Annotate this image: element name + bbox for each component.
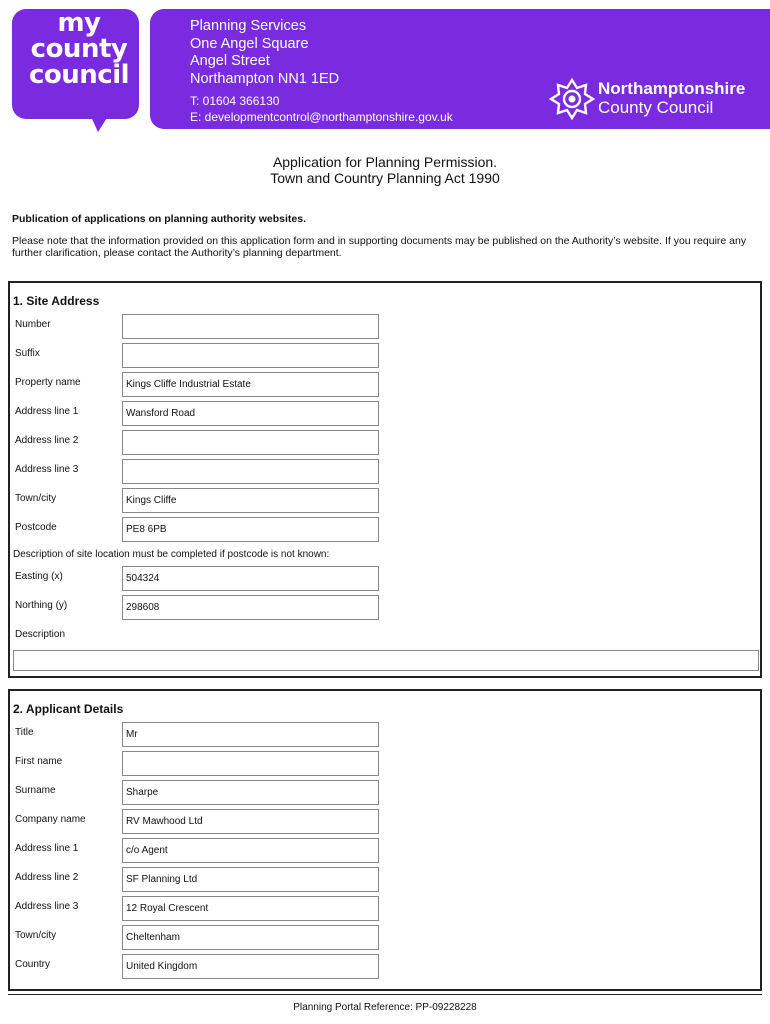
council-name-line-2: County Council <box>598 98 714 117</box>
property-name-input[interactable]: Kings Cliffe Industrial Estate <box>122 372 379 397</box>
surname-input[interactable]: Sharpe <box>122 780 379 805</box>
easting-input[interactable]: 504324 <box>122 566 379 591</box>
logo-line-3: council <box>28 60 130 90</box>
field-label: Title <box>15 727 34 738</box>
field-label: Northing (y) <box>15 600 68 611</box>
logo-line-2: county <box>30 34 128 64</box>
field-label: Country <box>15 959 51 970</box>
title-input[interactable]: Mr <box>122 722 379 747</box>
field-row <box>10 595 760 621</box>
applicant-address-line-2-input[interactable]: SF Planning Ltd <box>122 867 379 892</box>
northing-input[interactable]: 298608 <box>122 595 379 620</box>
field-row <box>10 314 760 340</box>
field-label: Town/city <box>15 493 57 504</box>
applicant-address-line-3-input[interactable]: 12 Royal Crescent <box>122 896 379 921</box>
field-row <box>10 896 760 922</box>
contact-details <box>190 94 453 125</box>
address-line: Angel Street <box>190 53 270 69</box>
field-row <box>10 809 760 835</box>
field-row <box>10 566 760 592</box>
applicant-address-line-1-input[interactable]: c/o Agent <box>122 838 379 863</box>
address-line-2-input[interactable] <box>122 430 379 455</box>
description-label: Description <box>15 629 66 640</box>
country-input[interactable]: United Kingdom <box>122 954 379 979</box>
section-title: 2. Applicant Details <box>13 702 124 716</box>
field-row <box>10 751 760 777</box>
field-row <box>10 838 760 864</box>
field-label: Easting (x) <box>15 571 63 582</box>
form-title <box>0 154 770 186</box>
form-title-line-1: Application for Planning Permission. <box>272 154 498 170</box>
town-city-input[interactable]: Kings Cliffe <box>122 488 379 513</box>
field-label: Address line 3 <box>15 464 79 475</box>
field-label: Number <box>15 319 51 330</box>
publication-heading: Publication of applications on planning authority websites. <box>12 213 307 225</box>
address-line: Planning Services <box>190 18 307 34</box>
address-line-1-input[interactable]: Wansford Road <box>122 401 379 426</box>
field-row <box>10 343 760 369</box>
postcode-input[interactable]: PE8 6PB <box>122 517 379 542</box>
field-label: Postcode <box>15 522 57 533</box>
publication-note: Please note that the information provided on this application form and in supporting documents may be published on the Authority’s website. If you require any further clarification, please contact the Authority’s planning department. <box>12 235 747 259</box>
number-input[interactable] <box>122 314 379 339</box>
field-row <box>10 401 760 427</box>
address-line: Northampton NN1 1ED <box>190 70 340 87</box>
field-row <box>10 722 760 748</box>
field-label: Town/city <box>15 930 57 941</box>
description-input[interactable] <box>13 650 759 671</box>
suffix-input[interactable] <box>122 343 379 368</box>
council-name-line-1: Northamptonshire <box>598 79 746 98</box>
logo-speech-tail <box>88 110 112 132</box>
logo-line-1: my <box>57 8 101 38</box>
applicant-town-city-input[interactable]: Cheltenham <box>122 925 379 950</box>
first-name-input[interactable] <box>122 751 379 776</box>
field-row <box>10 780 760 806</box>
field-label: Company name <box>15 814 86 825</box>
address-line: One Angel Square <box>190 35 309 52</box>
form-title-line-2: Town and Country Planning Act 1990 <box>270 170 500 186</box>
location-note: Description of site location must be completed if postcode is not known: <box>13 549 330 560</box>
field-row <box>10 372 760 398</box>
field-label: Surname <box>15 785 56 796</box>
field-label: Address line 1 <box>15 843 79 854</box>
field-row <box>10 459 760 485</box>
phone-number: T: 01604 366130 <box>190 94 280 108</box>
field-label: Address line 2 <box>15 872 79 883</box>
section-title: 1. Site Address <box>13 294 100 308</box>
field-label: Property name <box>15 377 81 388</box>
field-row <box>10 488 760 514</box>
company-name-input[interactable]: RV Mawhood Ltd <box>122 809 379 834</box>
field-row <box>10 925 760 951</box>
field-label: Address line 2 <box>15 435 79 446</box>
site-address-section <box>8 281 762 678</box>
logo-text <box>24 10 134 88</box>
field-label: Address line 3 <box>15 901 79 912</box>
field-label: Address line 1 <box>15 406 79 417</box>
field-label: Suffix <box>15 348 40 359</box>
field-row <box>10 954 760 980</box>
portal-reference: Planning Portal Reference: PP-09228228 <box>293 1002 477 1013</box>
address-line-3-input[interactable] <box>122 459 379 484</box>
email-address[interactable]: E: developmentcontrol@northamptonshire.gov.uk <box>190 109 453 124</box>
footer-divider <box>8 994 762 995</box>
rose-emblem-icon <box>548 77 596 121</box>
field-row <box>10 430 760 456</box>
header-banner <box>150 9 770 129</box>
council-name <box>598 79 745 117</box>
field-label: First name <box>15 756 63 767</box>
office-address <box>190 18 339 88</box>
field-row <box>10 867 760 893</box>
applicant-details-section <box>8 689 762 991</box>
field-row <box>10 517 760 543</box>
